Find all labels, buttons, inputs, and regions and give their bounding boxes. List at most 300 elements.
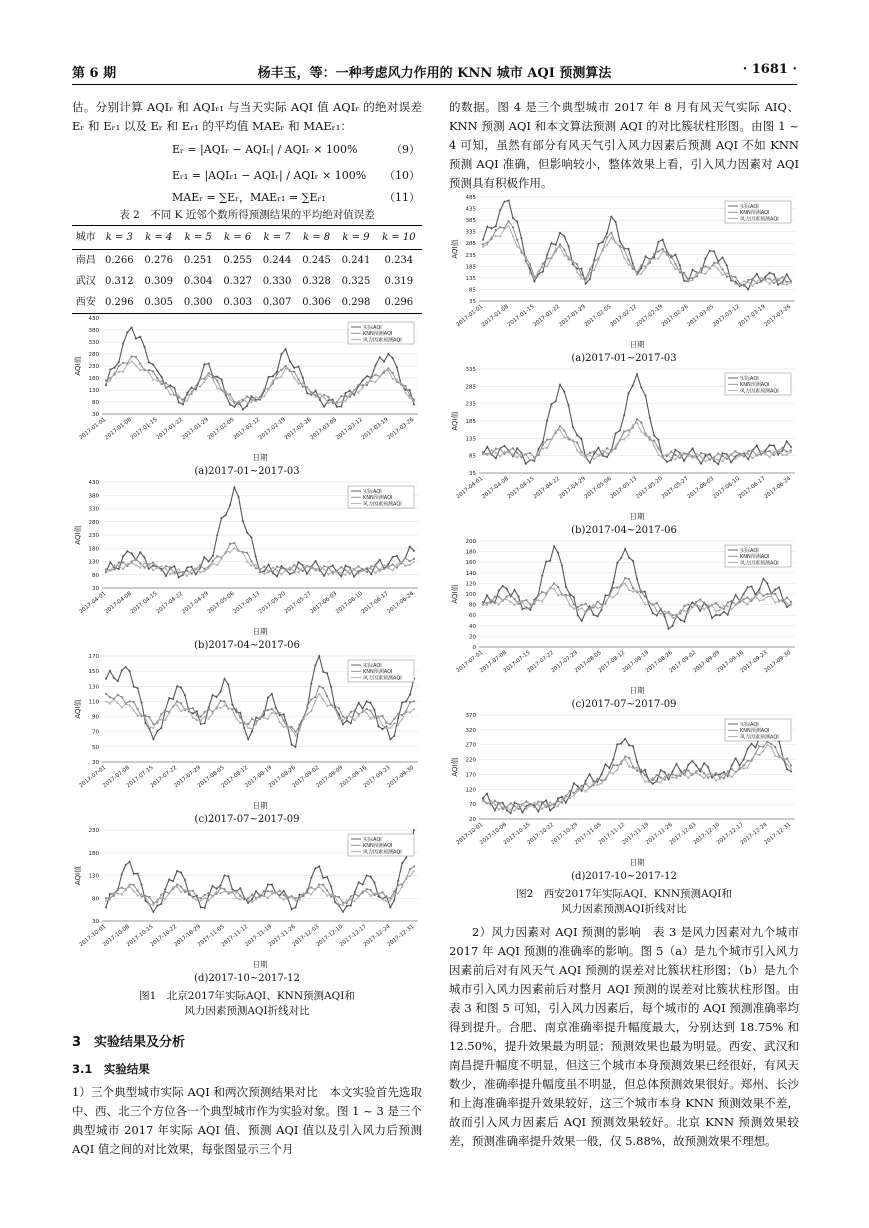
data-point	[242, 398, 244, 400]
data-point	[514, 805, 516, 807]
y-tick-label: 485	[465, 195, 476, 201]
data-point	[136, 687, 138, 690]
data-point	[184, 891, 186, 893]
data-point	[731, 600, 733, 602]
x-tick-label: 2017-02-12	[609, 303, 639, 329]
data-point	[381, 891, 383, 893]
data-point	[148, 716, 150, 718]
data-point	[752, 278, 754, 280]
legend	[725, 201, 791, 223]
x-tick-label: 2017-07-01	[78, 764, 108, 790]
data-point	[180, 885, 182, 887]
data-point	[770, 593, 772, 595]
y-tick-label: 235	[465, 401, 476, 408]
data-point	[238, 403, 240, 405]
y-tick-label: 335	[465, 229, 476, 236]
data-point	[612, 764, 614, 766]
data-point	[683, 769, 685, 771]
data-point	[494, 800, 496, 802]
data-point	[606, 236, 608, 238]
data-point	[293, 564, 295, 566]
equation-10: Eᵣ₁ = |AQIᵣ₁ − AQIᵣ| / AQIᵣ × 100% （10）	[172, 169, 420, 182]
y-axis-label: AQI值	[74, 525, 82, 545]
data-point	[122, 362, 124, 364]
x-tick-label: 2017-07-08	[479, 649, 508, 675]
x-axis-label: 日期	[629, 858, 645, 867]
data-point	[413, 558, 415, 560]
table-row	[72, 250, 422, 272]
x-tick-label: 2017-01-22	[155, 416, 185, 442]
figure-2	[449, 193, 799, 883]
x-tick-label: 2017-10-22	[526, 821, 556, 847]
x-tick-label: 2017-12-31	[763, 821, 793, 847]
data-point	[272, 383, 274, 385]
series-line	[106, 686, 414, 731]
data-point	[782, 600, 784, 602]
data-point	[656, 774, 658, 776]
data-point	[549, 559, 551, 562]
data-point	[632, 587, 634, 589]
data-point	[118, 365, 120, 367]
x-tick-label: 2017-06-10	[335, 590, 364, 616]
data-point	[490, 602, 492, 604]
data-point	[208, 892, 210, 894]
table-cell: 0.306	[297, 292, 336, 314]
data-point	[413, 700, 415, 702]
data-point	[683, 605, 685, 607]
y-tick-label: 170	[88, 654, 99, 660]
x-axis-label: 日期	[629, 686, 645, 695]
legend-label: 实际AQI	[363, 488, 382, 495]
data-point	[663, 610, 665, 612]
issue-number: 第 6 期	[72, 66, 117, 81]
data-point	[350, 711, 352, 713]
x-tick-label: 2017-09-16	[338, 764, 368, 790]
table-cell: 0.304	[183, 276, 213, 287]
data-point	[413, 865, 415, 867]
x-tick-label: 2017-08-05	[196, 764, 226, 790]
data-point	[687, 603, 689, 605]
data-point	[176, 884, 178, 886]
data-point	[396, 381, 398, 383]
data-point	[666, 455, 668, 457]
x-tick-label: 2017-05-06	[206, 590, 236, 616]
data-point	[734, 276, 736, 278]
x-tick-label: 2017-05-13	[232, 590, 262, 616]
data-point	[593, 450, 595, 452]
chart-svg	[72, 652, 422, 812]
data-point	[640, 769, 642, 771]
line-chart	[72, 314, 422, 464]
table-2	[72, 225, 422, 314]
data-point	[762, 746, 764, 748]
data-point	[542, 444, 544, 446]
data-point	[593, 784, 595, 786]
data-point	[502, 808, 504, 810]
y-tick-label: 70	[92, 729, 99, 736]
x-tick-label: 2017-04-01	[455, 475, 485, 501]
data-point	[383, 568, 385, 570]
legend-label: 实际AQI	[740, 721, 759, 728]
data-point	[653, 440, 655, 442]
x-tick-label: 2017-11-12	[597, 821, 627, 847]
data-point	[196, 714, 198, 716]
data-point	[132, 685, 134, 688]
x-tick-label: 2017-06-03	[309, 590, 339, 616]
data-point	[491, 453, 493, 455]
data-point	[589, 452, 591, 454]
data-point	[510, 802, 512, 804]
data-point	[160, 565, 162, 567]
table-cell: 0.303	[218, 292, 257, 314]
data-point	[589, 454, 591, 456]
data-point	[747, 597, 749, 599]
y-tick-label: 285	[465, 241, 476, 248]
y-tick-label: 200	[465, 539, 476, 545]
data-point	[602, 453, 604, 455]
data-point	[178, 572, 180, 574]
table-cell: 0.319	[384, 276, 414, 287]
data-point	[580, 273, 582, 275]
data-point	[529, 263, 531, 265]
y-tick-label: 270	[465, 742, 476, 749]
data-point	[216, 534, 218, 537]
x-tick-label: 2017-08-19	[244, 764, 274, 790]
data-point	[220, 887, 222, 889]
data-point	[133, 701, 135, 703]
data-point	[675, 263, 677, 265]
data-point	[752, 450, 754, 452]
data-point	[165, 382, 167, 384]
x-tick-label: 2017-01-29	[181, 416, 210, 442]
data-point	[699, 598, 701, 600]
y-tick-label: 180	[88, 376, 99, 382]
data-point	[760, 450, 762, 452]
data-point	[310, 698, 312, 700]
x-tick-label: 2017-04-15	[129, 590, 159, 616]
data-point	[271, 708, 273, 710]
data-point	[152, 371, 154, 373]
data-point	[657, 447, 659, 449]
table-cell: 0.276	[144, 255, 174, 266]
y-tick-label: 180	[465, 549, 476, 556]
data-point	[581, 607, 583, 609]
x-tick-label: 2017-05-27	[660, 475, 690, 501]
legend	[348, 322, 414, 344]
table-header-cell: k = 8	[297, 226, 336, 250]
data-point	[553, 582, 555, 584]
data-point	[156, 377, 158, 379]
data-point	[723, 777, 725, 779]
y-tick-label: 370	[465, 713, 476, 719]
data-point	[656, 602, 658, 604]
data-point	[518, 808, 520, 810]
data-point	[769, 278, 771, 280]
data-point	[152, 562, 154, 564]
x-tick-label: 2017-06-17	[737, 475, 767, 501]
data-point	[786, 758, 788, 760]
data-point	[319, 565, 321, 567]
data-point	[713, 262, 715, 264]
y-tick-label: 30	[92, 760, 99, 766]
data-point	[790, 601, 792, 603]
data-point	[704, 265, 706, 267]
data-point	[322, 687, 324, 689]
data-point	[148, 896, 150, 898]
data-point	[318, 693, 320, 695]
data-point	[109, 696, 111, 698]
data-point	[627, 259, 629, 261]
x-tick-label: 2017-12-03	[291, 923, 321, 949]
data-point	[192, 890, 194, 892]
x-axis-label: 日期	[252, 627, 268, 636]
data-point	[326, 695, 328, 697]
data-point	[310, 886, 312, 888]
data-point	[306, 705, 308, 707]
data-point	[199, 564, 201, 566]
data-point	[263, 890, 265, 892]
subfigure-caption: (b)2017-04~2017-06	[194, 640, 300, 651]
y-tick-label: 130	[88, 559, 99, 566]
data-point	[627, 429, 629, 431]
line-chart	[449, 193, 799, 351]
x-tick-label: 2017-03-12	[335, 416, 364, 442]
data-point	[623, 248, 625, 250]
series-line	[483, 221, 791, 285]
data-point	[774, 746, 776, 748]
x-tick-label: 2017-11-19	[244, 923, 274, 949]
series-line	[106, 694, 414, 736]
data-point	[279, 890, 281, 892]
data-point	[302, 895, 304, 897]
table-cell: 0.241	[341, 255, 371, 266]
legend-label: 风力因素预测AQI	[740, 216, 779, 223]
data-point	[576, 442, 578, 444]
data-point	[610, 232, 612, 234]
x-tick-label: 2017-12-17	[338, 923, 368, 949]
data-point	[354, 893, 356, 895]
table-cell: 0.244	[262, 255, 292, 266]
x-tick-label: 2017-07-29	[173, 764, 203, 790]
equation-11: MAEᵣ = ∑Eᵣ，MAEᵣ₁ = ∑Eᵣ₁ （11）	[172, 191, 420, 204]
table-header-cell: k = 6	[218, 226, 257, 250]
data-point	[144, 567, 146, 569]
series-line	[483, 583, 791, 617]
data-point	[250, 398, 252, 400]
data-point	[397, 879, 399, 882]
data-point	[247, 897, 249, 899]
data-point	[280, 369, 282, 371]
data-point	[319, 397, 321, 399]
data-point	[186, 394, 188, 396]
x-tick-label: 2017-03-19	[360, 416, 390, 442]
data-point	[559, 243, 561, 245]
data-point	[220, 700, 222, 702]
chart-svg	[449, 711, 799, 869]
x-tick-label: 2017-04-29	[181, 590, 210, 616]
table-cell: 0.234	[384, 255, 414, 266]
data-point	[695, 601, 697, 603]
data-point	[392, 372, 394, 374]
y-tick-label: 435	[465, 206, 476, 213]
line-chart	[72, 652, 422, 812]
figure-1-caption: 图1 北京2017年实际AQI、KNN预测AQI和 风力因素预测AQI折线对比	[139, 990, 355, 1017]
data-point	[602, 449, 604, 451]
chart-svg	[72, 826, 422, 971]
y-tick-label: 140	[465, 570, 476, 577]
data-point	[644, 595, 646, 597]
data-point	[332, 402, 334, 404]
x-tick-label: 2017-03-26	[763, 303, 793, 329]
data-point	[366, 888, 368, 890]
data-point	[664, 613, 666, 615]
data-point	[272, 571, 274, 573]
data-point	[285, 365, 287, 367]
line-chart	[72, 826, 422, 971]
data-point	[760, 276, 762, 278]
data-point	[722, 455, 724, 457]
data-point	[345, 395, 347, 397]
data-point	[518, 603, 520, 605]
data-point	[781, 276, 783, 278]
data-point	[404, 385, 406, 387]
data-point	[204, 894, 206, 896]
data-point	[508, 220, 510, 222]
running-header	[72, 60, 797, 85]
x-tick-label: 2017-12-31	[386, 923, 416, 949]
data-point	[327, 396, 329, 398]
data-point	[330, 896, 332, 898]
data-point	[549, 805, 551, 807]
data-point	[520, 237, 522, 240]
data-point	[563, 430, 565, 432]
data-point	[516, 239, 518, 241]
data-point	[494, 596, 496, 598]
data-point	[346, 902, 348, 904]
data-point	[235, 890, 237, 892]
x-tick-label: 2017-10-08	[102, 923, 131, 949]
data-point	[679, 457, 681, 459]
legend-label: KNN预测AQI	[740, 382, 770, 389]
x-tick-label: 2017-11-19	[621, 821, 651, 847]
data-point	[191, 573, 193, 575]
data-point	[664, 779, 666, 781]
table-cell: 0.296	[100, 292, 139, 314]
data-point	[354, 709, 356, 711]
data-point	[624, 577, 626, 579]
table-cell: 0.327	[223, 276, 252, 287]
x-tick-label: 2017-10-29	[173, 923, 203, 949]
data-point	[306, 888, 308, 890]
x-tick-label: 2017-12-10	[315, 923, 345, 949]
data-point	[628, 757, 630, 759]
table-cell: 武汉	[75, 276, 96, 287]
y-tick-label: 380	[88, 493, 99, 500]
y-tick-label: 330	[88, 340, 99, 346]
data-point	[537, 594, 539, 596]
data-point	[298, 378, 300, 380]
data-point	[251, 718, 253, 720]
data-point	[323, 394, 325, 396]
x-tick-label: 2017-05-13	[609, 475, 639, 501]
data-point	[204, 896, 206, 898]
y-tick-label: 20	[469, 634, 476, 641]
y-tick-label: 170	[465, 772, 476, 779]
data-point	[538, 273, 540, 275]
x-axis-label: 日期	[629, 512, 645, 521]
x-tick-label: 2017-09-02	[291, 764, 321, 790]
data-point	[208, 372, 210, 374]
data-point	[345, 569, 347, 571]
data-point	[204, 711, 206, 713]
data-point	[652, 777, 654, 779]
subfigure-caption: (a)2017-01~2017-03	[571, 353, 677, 364]
line-chart	[449, 365, 799, 523]
x-tick-label: 2017-08-12	[220, 764, 250, 790]
data-point	[212, 560, 214, 562]
data-point	[387, 367, 389, 369]
data-point	[239, 895, 241, 897]
data-point	[160, 713, 162, 715]
legend-label: 实际AQI	[740, 375, 759, 382]
legend-label: 风力因素预测AQI	[363, 501, 402, 508]
table-header-cell: 城市	[72, 226, 100, 250]
data-point	[573, 792, 575, 794]
data-point	[186, 570, 188, 572]
data-point	[409, 701, 411, 703]
data-point	[302, 386, 304, 388]
x-tick-label: 2017-04-01	[78, 590, 108, 616]
data-point	[338, 707, 340, 709]
data-point	[660, 608, 662, 610]
x-tick-label: 2017-07-22	[526, 649, 556, 675]
data-point	[758, 591, 760, 593]
data-point	[192, 707, 194, 709]
data-point	[628, 578, 630, 580]
y-tick-label: 70	[469, 802, 476, 809]
data-point	[239, 716, 241, 718]
y-tick-label: 85	[469, 453, 476, 460]
subsection-title: 3.1 实验结果	[72, 1062, 150, 1076]
data-point	[557, 586, 559, 588]
legend	[725, 545, 791, 567]
data-point	[326, 889, 328, 891]
series-line	[483, 745, 791, 811]
data-point	[624, 756, 626, 758]
data-point	[164, 891, 166, 893]
x-tick-label: 2017-02-26	[283, 416, 313, 442]
data-point	[561, 802, 563, 804]
data-point	[786, 281, 788, 283]
right-column	[449, 98, 799, 1151]
data-point	[723, 608, 725, 610]
data-point	[215, 890, 217, 892]
table-header-cell: k = 5	[178, 226, 217, 250]
y-axis-label: AQI值	[451, 584, 459, 604]
data-point	[743, 598, 745, 600]
y-tick-label: 80	[92, 400, 99, 406]
y-tick-label: 230	[88, 828, 99, 834]
data-point	[393, 718, 395, 720]
x-tick-label: 2017-03-26	[386, 416, 416, 442]
data-point	[393, 722, 395, 724]
series-line	[483, 742, 791, 809]
x-tick-label: 2017-01-08	[481, 303, 510, 329]
table-header-cell: k = 4	[139, 226, 178, 250]
data-point	[235, 708, 237, 710]
data-point	[118, 562, 120, 564]
data-point	[200, 897, 202, 899]
